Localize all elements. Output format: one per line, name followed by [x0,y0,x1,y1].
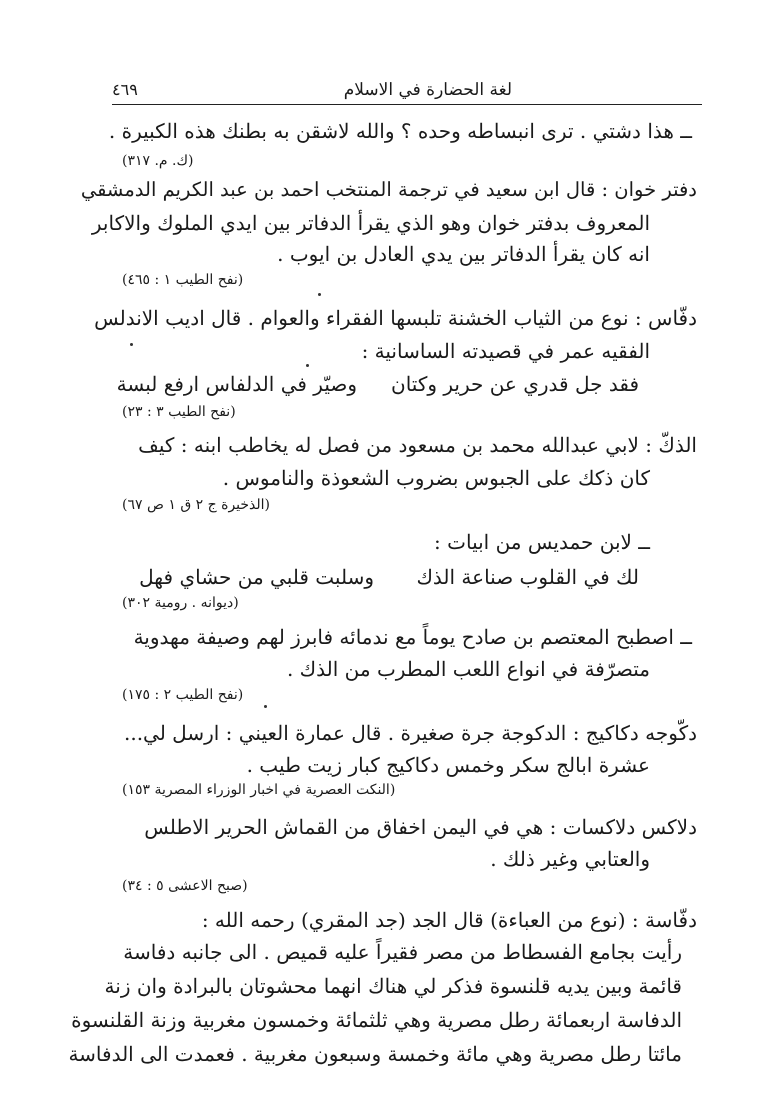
citation: (صبح الاعشى ٥ : ٣٤) [122,878,248,894]
scan-speck [264,705,267,708]
scan-speck [130,343,133,346]
text-line: والعتابي وغير ذلك . [490,847,650,871]
text-line: متصرّفة في انواع اللعب المطرب من الذك . [286,657,650,681]
text-line: المعروف بدفتر خوان وهو الذي يقرأ الدفاتر بين ايدي الملوك والاكابر [91,211,650,235]
scan-speck [306,364,309,367]
citation: (نفح الطيب ١ : ٤٦٥) [122,272,244,288]
citation: (نفح الطيب ٢ : ١٧٥) [122,687,244,703]
text-line: عشرة ابالج سكر وخمس دكاكيج كبار زيت طيب . [246,753,650,777]
text-line: ــ لابن حمديس من ابيات : [434,530,650,554]
entry-line: دفّاس : نوع من الثياب الخشنة تلبسها الفقراء والعوام . قال اديب الاندلس [94,306,697,330]
page-number: ٤٦٩ [112,80,138,99]
verse-second-hemistich: لك في القلوب صناعة الذك [416,565,639,589]
citation: (النكت العصرية في اخبار الوزراء المصرية ١٥٣) [122,782,396,798]
citation: (ك. م. ٣١٧) [122,153,194,169]
entry-line: دفّاسة : (نوع من العباءة) قال الجد (جد المقري) رحمه الله : [201,908,697,932]
text-line: ــ هذا دشتي . ترى انبساطه وحده ؟ والله لاشقن به بطنك هذه الكبيرة . [108,119,692,143]
text-line: ــ اصطبح المعتصم بن صادح يوماً مع ندمائه فابرز لهم وصيفة مهدوية [133,625,692,649]
scan-speck [318,293,321,296]
entry-line: دفتر خوان : قال ابن سعيد في ترجمة المنتخب احمد بن عبد الكريم الدمشقي [80,178,697,201]
text-line: الفقيه عمر في قصيدته الساسانية : [361,339,650,363]
entry-line: الذكّ : لابي عبدالله محمد بن مسعود من فصل له يخاطب ابنه : كيف [138,433,697,457]
verse-first-hemistich: وصيّر في الدلفاس ارفع لبسة [116,372,357,396]
text-line: قائمة وبين يديه قلنسوة فذكر لي هناك انهما محشوتان بالبرادة وان زنة [104,974,682,998]
text-line: كان ذكك على الجبوس بضروب الشعوذة والناموس . [222,466,650,490]
entry-line: دكّوجه دكاكيج : الدكوجة جرة صغيرة . قال عمارة العيني : ارسل لي... [123,721,697,745]
text-line: الدفاسة اربعمائة رطل مصرية وهي ثلثمائة وخمسون مغربية وزنة القلنسوة [71,1008,682,1032]
citation: (ديوانه . رومية ٣٠٢) [122,595,239,611]
running-title: لغة الحضارة في الاسلام [343,80,512,100]
text-line: مائتا رطل مصرية وهي مائة وخمسة وسبعون مغربية . فعمدت الى الدفاسة [68,1042,682,1066]
citation: (نفح الطيب ٣ : ٢٣) [122,404,236,420]
entry-line: دلاكس دلاكسات : هي في اليمن اخفاق من القماش الحرير الاطلس [144,815,697,839]
running-header [112,80,702,105]
text-line: رأيت بجامع الفسطاط من مصر فقيراً عليه قميص . الى جانبه دفاسة [123,940,682,964]
citation: (الذخيرة ج ٢ ق ١ ص ٦٧) [122,497,271,513]
text-line: انه كان يقرأ الدفاتر بين يدي العادل بن ايوب . [277,242,650,266]
verse-first-hemistich: وسلبت قلبي من حشاي فهل [139,565,374,589]
verse-second-hemistich: فقد جل قدري عن حرير وكتان [391,372,639,396]
